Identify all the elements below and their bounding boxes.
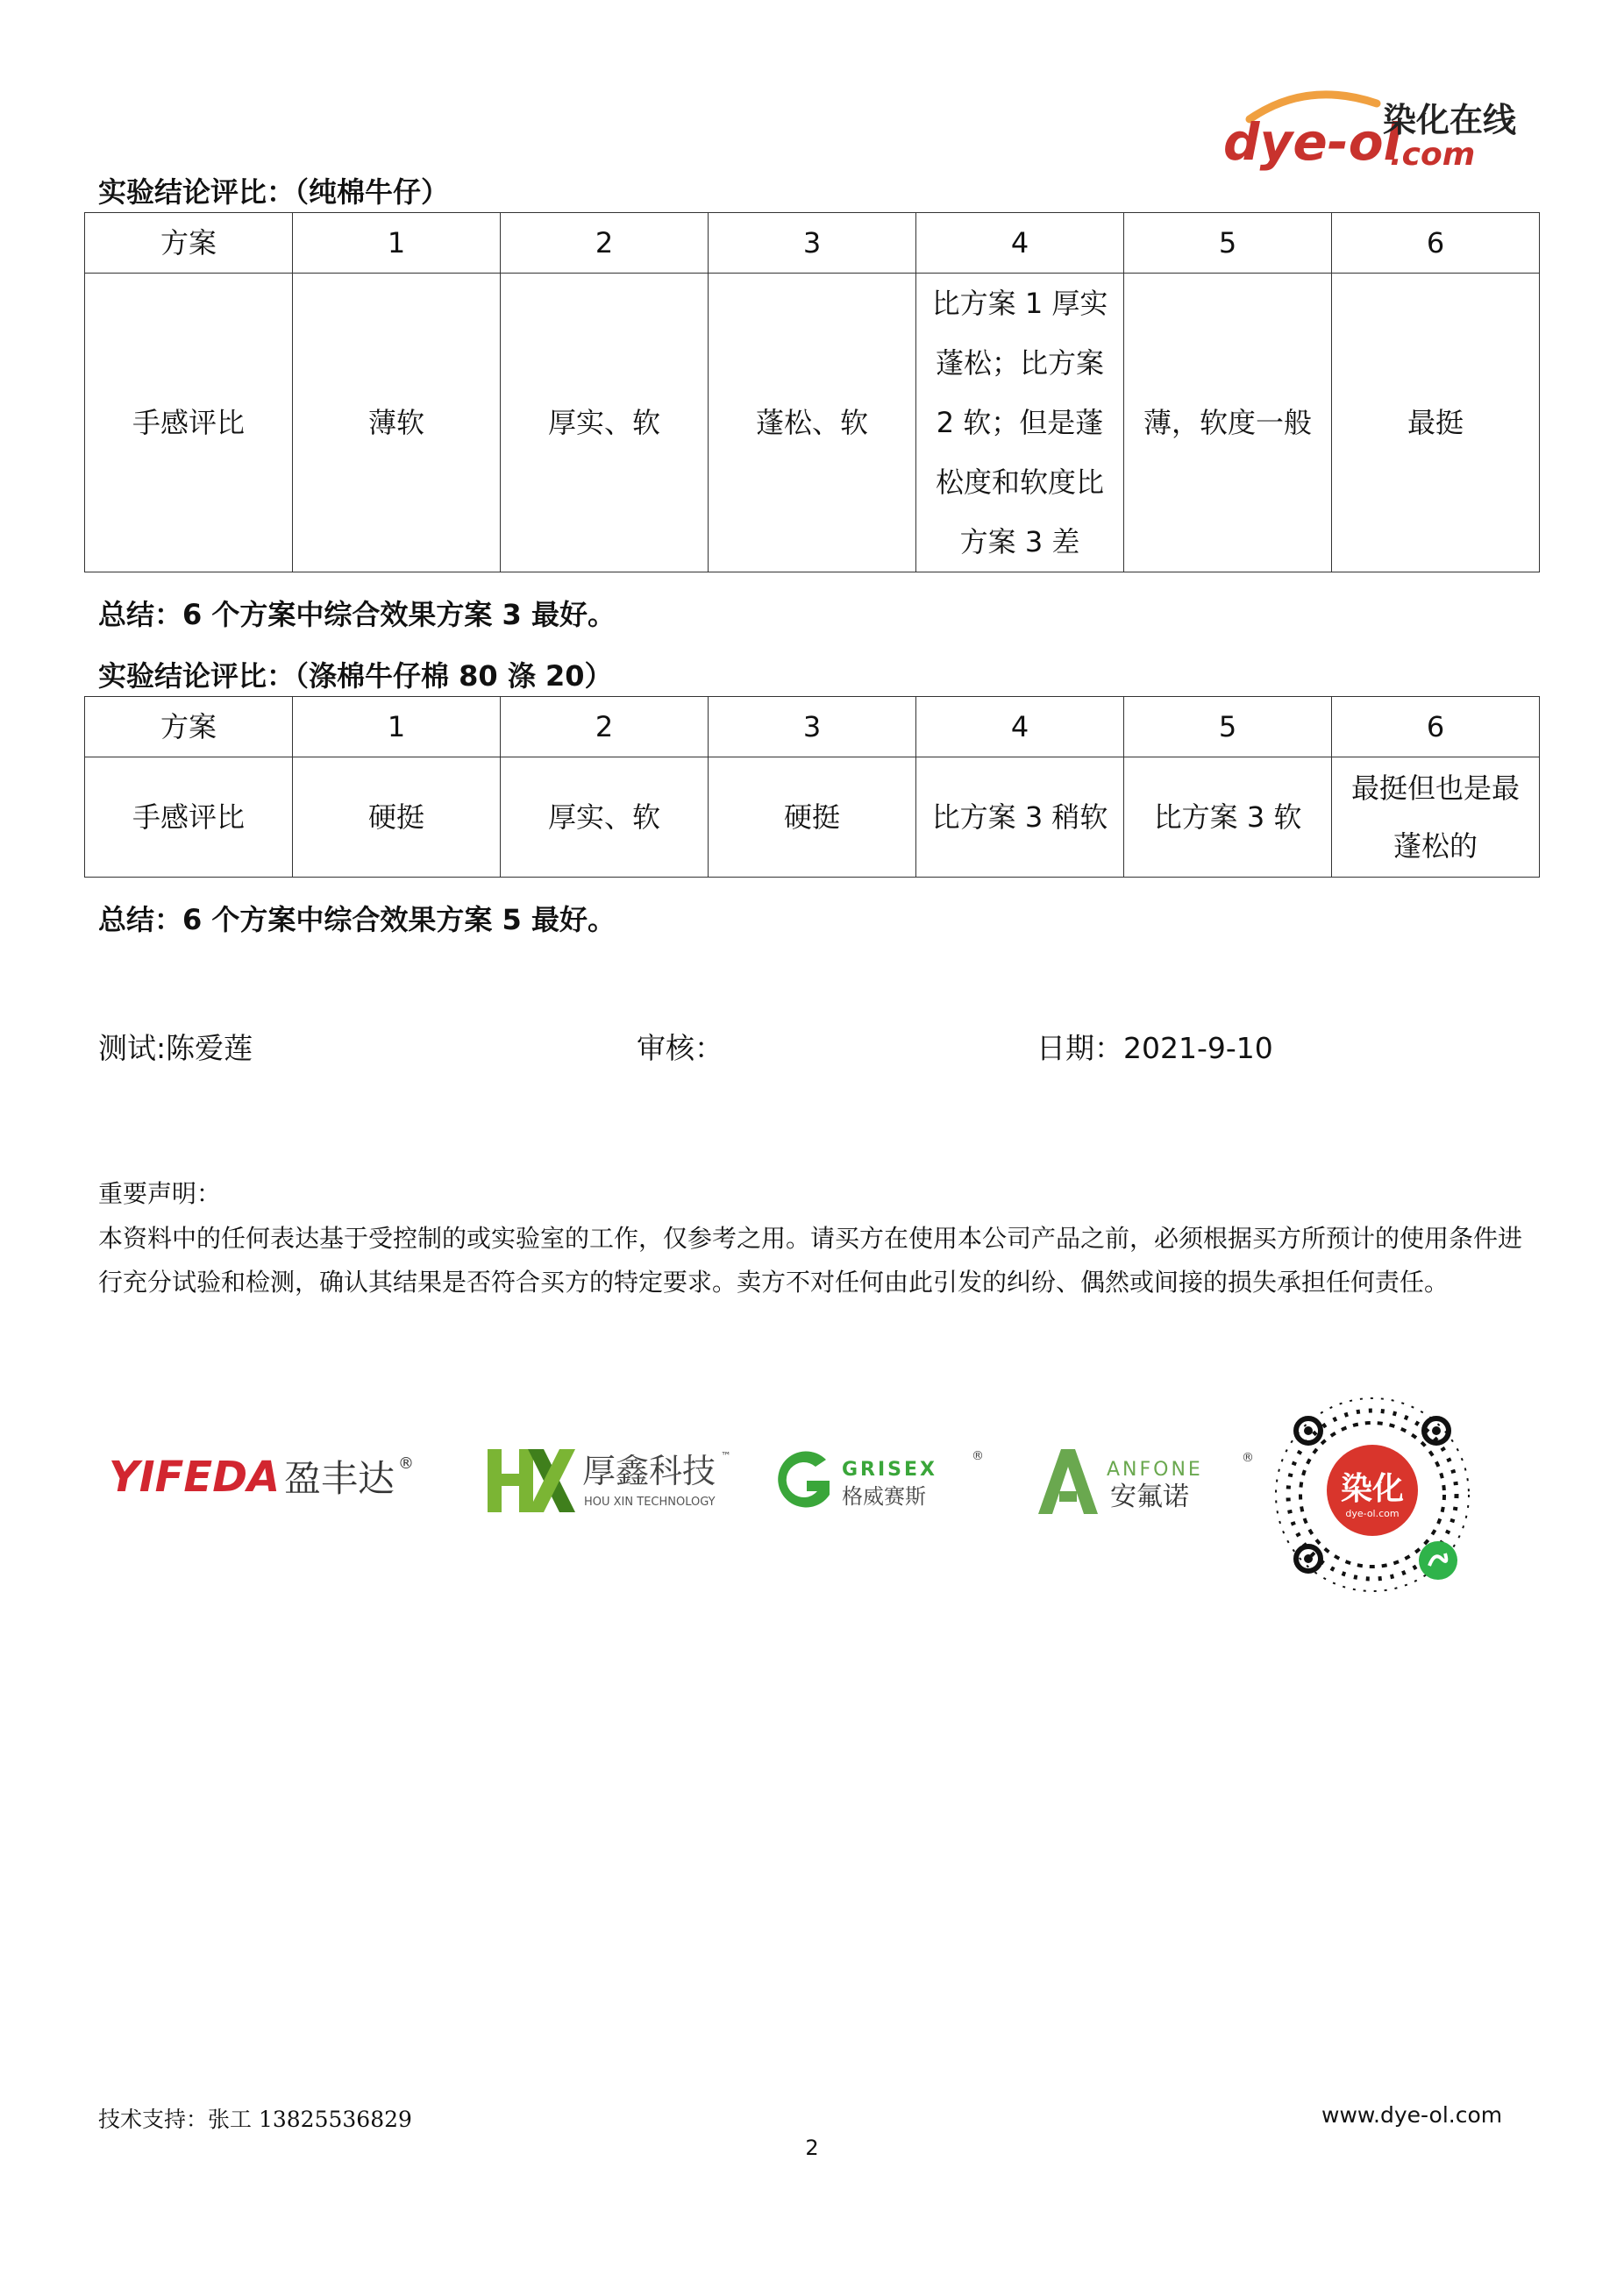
hx-mark-icon bbox=[488, 1449, 533, 1512]
table-cell: 薄，软度一般 bbox=[1124, 274, 1332, 572]
header-cell: 3 bbox=[709, 213, 916, 274]
anfone-wordmark: ANFONE bbox=[1107, 1459, 1203, 1481]
table-cell: 比方案 1 厚实蓬松；比方案 2 软；但是蓬松度和软度比方案 3 差 bbox=[916, 274, 1124, 572]
anfone-logo bbox=[1035, 1442, 1263, 1521]
grisex-wordmark: GRISEX bbox=[842, 1459, 938, 1481]
dye-ol-logo bbox=[1223, 84, 1517, 181]
svg-text:®: ® bbox=[972, 1449, 984, 1463]
logo-wordmark: dye-ol bbox=[1223, 112, 1401, 172]
notice-title: 重要声明： bbox=[98, 1179, 222, 1208]
reviewer-signature: 审核： bbox=[637, 1031, 723, 1065]
section2-heading: 实验结论评比：（涤棉牛仔棉 80 涤 20） bbox=[98, 659, 613, 693]
houxin-cn: 厚鑫科技 bbox=[582, 1452, 716, 1490]
anfone-a-icon bbox=[1038, 1449, 1098, 1514]
table-cell: 比方案 3 软 bbox=[1124, 757, 1332, 878]
section2-summary: 总结：6 个方案中综合效果方案 5 最好。 bbox=[98, 903, 616, 936]
header-cell: 5 bbox=[1124, 213, 1332, 274]
header-cell: 1 bbox=[293, 213, 501, 274]
header-cell: 1 bbox=[293, 697, 501, 757]
table-cell: 硬挺 bbox=[709, 757, 916, 878]
grisex-logo bbox=[772, 1442, 991, 1521]
header-cell: 2 bbox=[501, 697, 709, 757]
table-row bbox=[85, 274, 1540, 572]
miniprogram-badge-icon bbox=[1419, 1541, 1457, 1580]
table-header-row bbox=[85, 213, 1540, 274]
grisex-cn: 格威赛斯 bbox=[842, 1484, 926, 1509]
evaluation-table-polycotton-denim bbox=[84, 696, 1540, 878]
yifeda-logo bbox=[109, 1442, 424, 1512]
header-cell: 6 bbox=[1332, 213, 1540, 274]
anfone-cn: 安氟诺 bbox=[1110, 1482, 1189, 1512]
table-cell: 蓬松、软 bbox=[709, 274, 916, 572]
svg-text:®: ® bbox=[398, 1454, 414, 1473]
header-cell: 4 bbox=[916, 697, 1124, 757]
table-cell: 比方案 3 稍软 bbox=[916, 757, 1124, 878]
logo-tagline: 染化在线 bbox=[1383, 101, 1517, 139]
tech-support: 技术支持：张工 13825536829 bbox=[98, 2107, 412, 2132]
row-label-cell: 手感评比 bbox=[85, 757, 293, 878]
logo-suffix: .com bbox=[1390, 137, 1476, 173]
svg-text:®: ® bbox=[1242, 1451, 1254, 1465]
tester-signature: 测试:陈爱莲 bbox=[98, 1031, 253, 1065]
page-number: 2 bbox=[805, 2136, 819, 2160]
qr-sub: dye-ol.com bbox=[1345, 1508, 1400, 1519]
table-cell: 薄软 bbox=[293, 274, 501, 572]
svg-text:™: ™ bbox=[721, 1450, 731, 1462]
mini-program-qr-code[interactable] bbox=[1263, 1385, 1482, 1604]
grisex-g-icon bbox=[778, 1451, 830, 1507]
header-cell: 5 bbox=[1124, 697, 1332, 757]
table-cell: 厚实、软 bbox=[501, 274, 709, 572]
table-cell: 最挺 bbox=[1332, 274, 1540, 572]
header-cell: 方案 bbox=[85, 697, 293, 757]
houxin-en: HOU XIN TECHNOLOGY bbox=[584, 1496, 716, 1509]
table-cell: 硬挺 bbox=[293, 757, 501, 878]
table-row bbox=[85, 757, 1540, 878]
header-cell: 2 bbox=[501, 213, 709, 274]
yifeda-cn: 盈丰达 bbox=[284, 1457, 395, 1500]
section1-heading: 实验结论评比：（纯棉牛仔） bbox=[98, 175, 450, 209]
header-cell: 6 bbox=[1332, 697, 1540, 757]
header-cell: 4 bbox=[916, 213, 1124, 274]
evaluation-table-cotton-denim bbox=[84, 212, 1540, 572]
section1-summary: 总结：6 个方案中综合效果方案 3 最好。 bbox=[98, 598, 616, 631]
header-cell: 3 bbox=[709, 697, 916, 757]
table-cell: 最挺但也是最蓬松的 bbox=[1332, 757, 1540, 878]
table-header-row bbox=[85, 697, 1540, 757]
table-cell: 厚实、软 bbox=[501, 757, 709, 878]
notice-body: 本资料中的任何表达基于受控制的或实验室的工作，仅参考之用。请买方在使用本公司产品之前，必须根据买方所预计的使用条件进行充分试验和检测，确认其结果是否符合买方的特定要求。卖方不对任何由此引发的纠纷、偶然或间接的损失承担任何责任。 bbox=[98, 1224, 1523, 1297]
header-cell: 方案 bbox=[85, 213, 293, 274]
houxin-logo bbox=[484, 1442, 747, 1521]
qr-label: 染化 bbox=[1340, 1471, 1405, 1507]
test-date: 日期：2021-9-10 bbox=[1036, 1031, 1273, 1065]
website-link[interactable]: www.dye-ol.com bbox=[1321, 2102, 1503, 2128]
yifeda-wordmark: YIFEDA bbox=[109, 1453, 281, 1502]
row-label-cell: 手感评比 bbox=[85, 274, 293, 572]
